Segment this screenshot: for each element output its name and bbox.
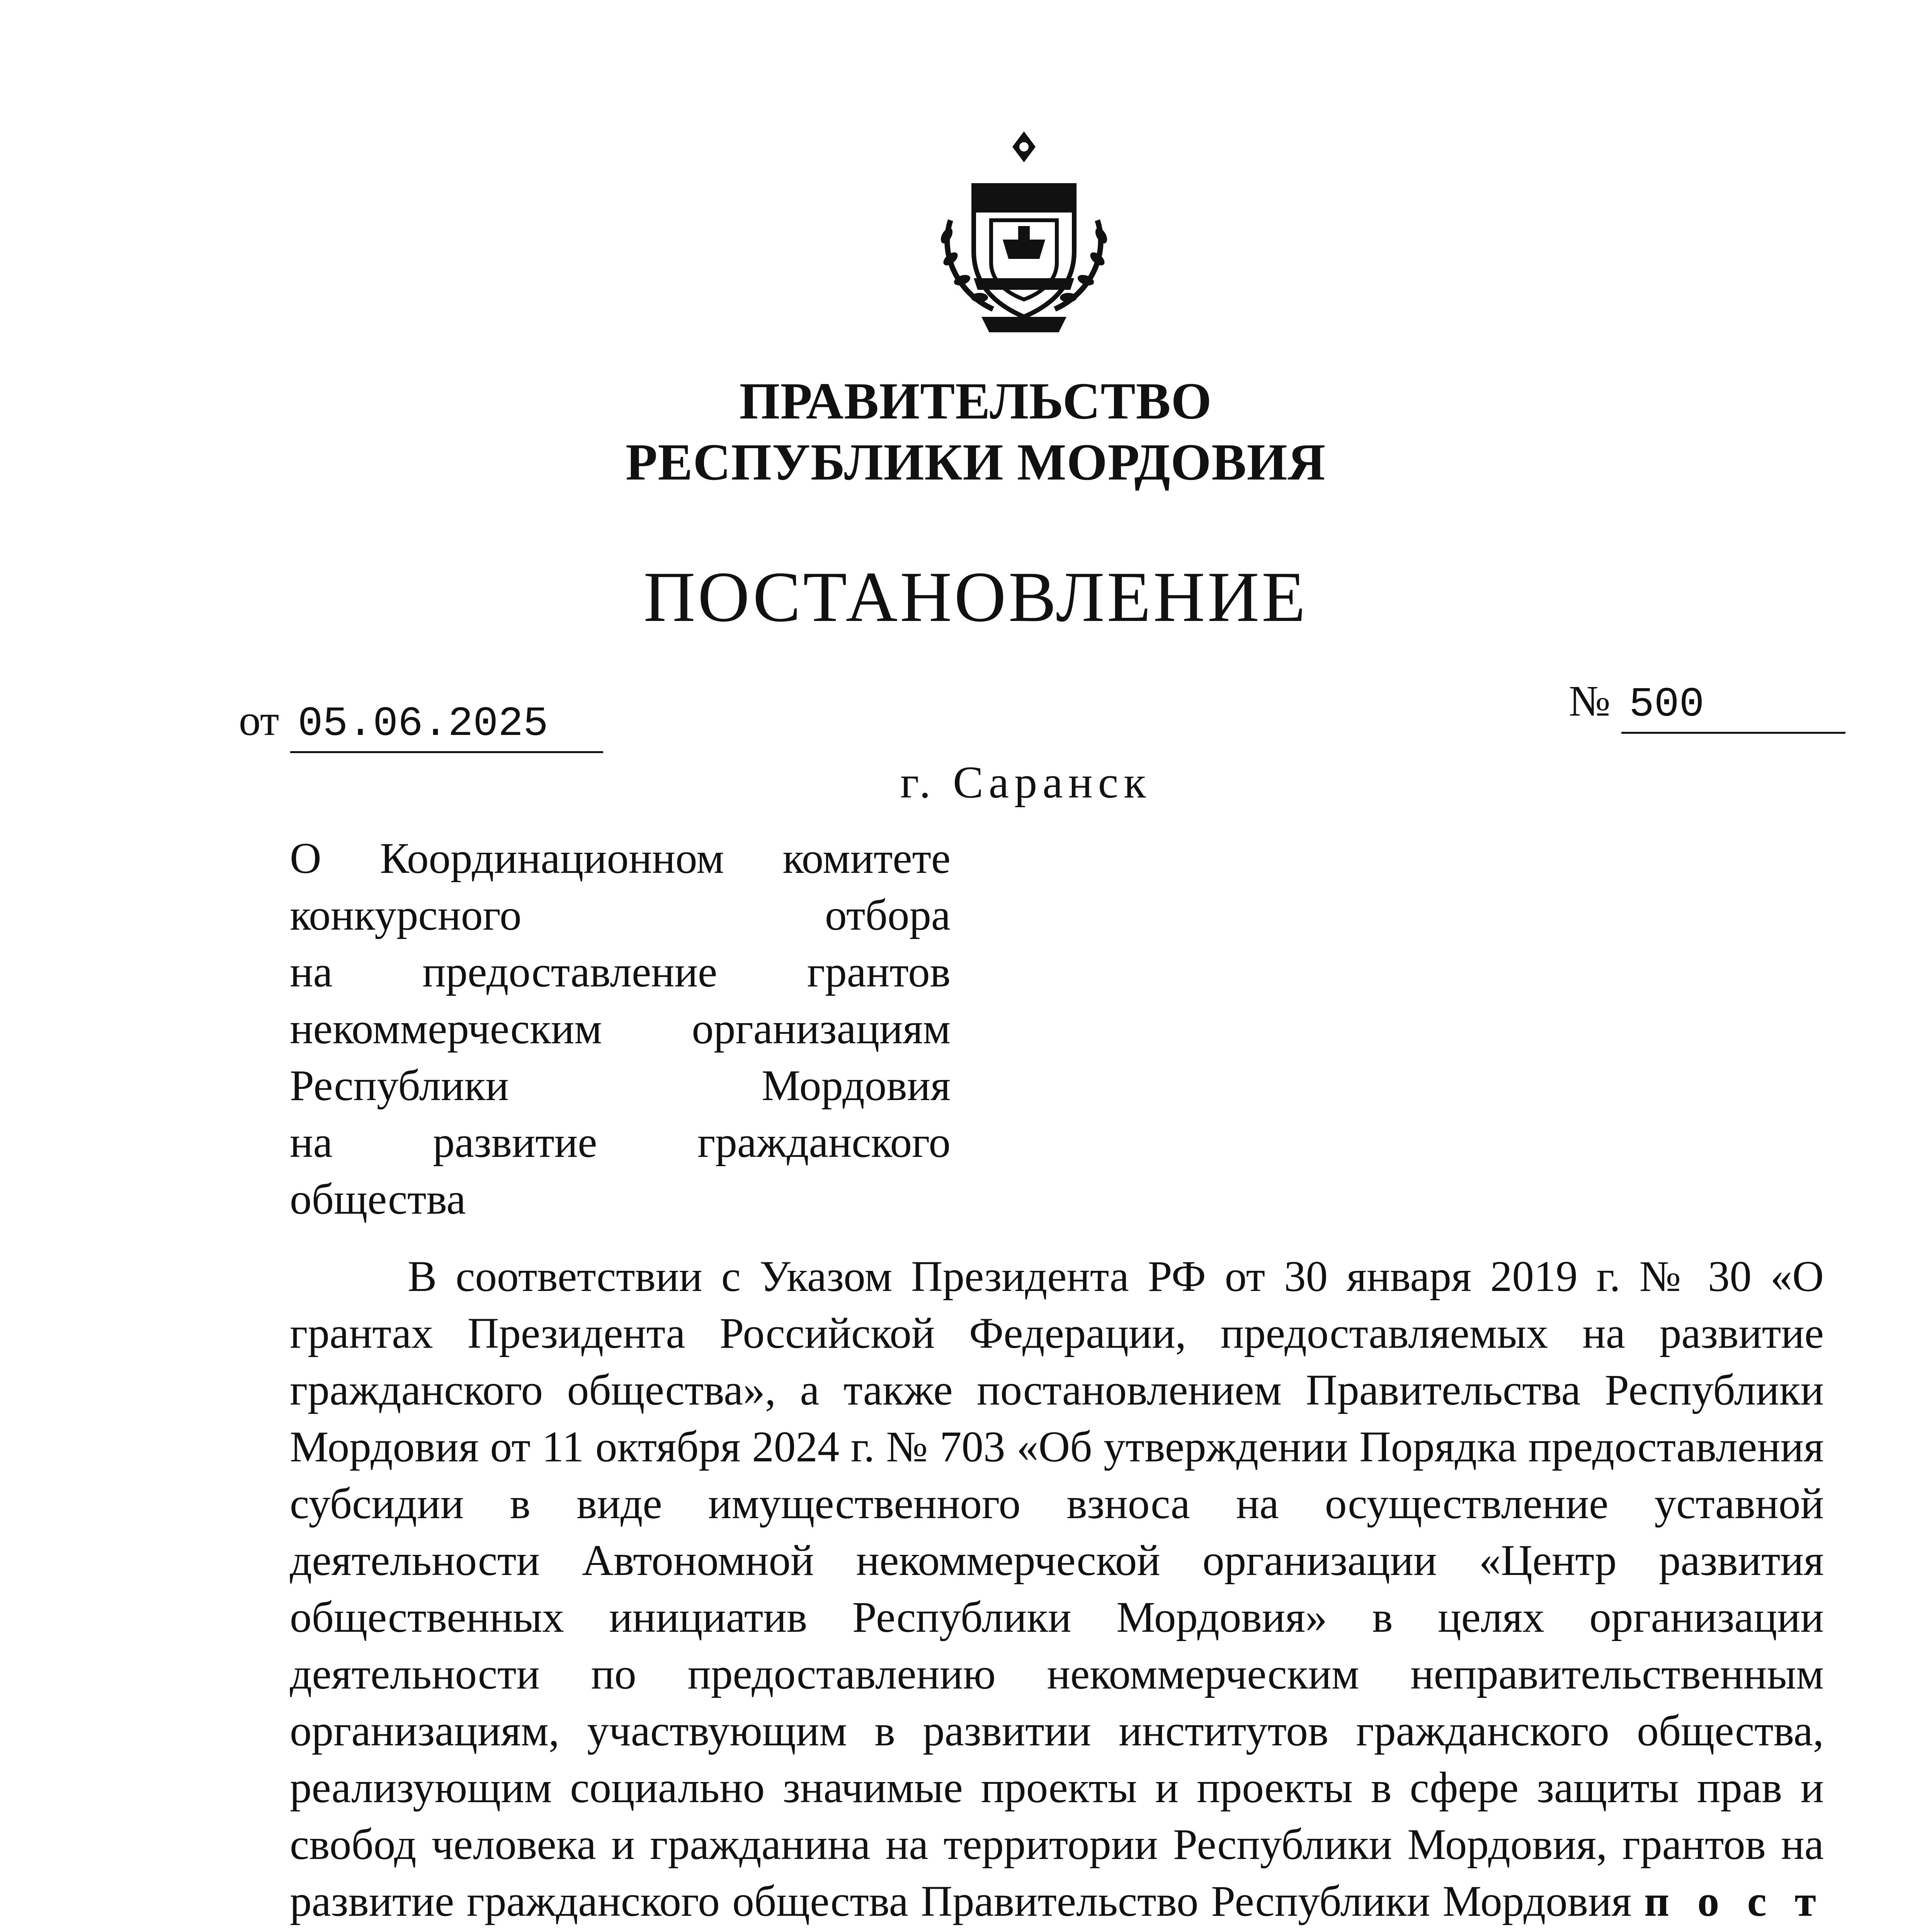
subject-line: Республики Мордовия bbox=[290, 1061, 951, 1110]
document-number: 500 bbox=[1621, 678, 1845, 734]
document-date: 05.06.2025 bbox=[290, 697, 603, 753]
subject-line: на развитие гражданского bbox=[290, 1118, 951, 1167]
org-name-line-2: РЕСПУБЛИКИ МОРДОВИЯ bbox=[625, 434, 1326, 491]
date-row bbox=[239, 694, 603, 753]
subject-line: общества bbox=[290, 1175, 466, 1223]
coat-of-arms-icon bbox=[923, 124, 1124, 340]
subject-line: конкурсного отбора bbox=[290, 891, 951, 939]
subject-line: О Координационном комитете bbox=[290, 834, 951, 883]
organization-name bbox=[0, 371, 1932, 493]
number-prefix: № bbox=[1569, 677, 1611, 725]
subject-line: некоммерческим организациям bbox=[290, 1005, 951, 1053]
resolves-word: п о с т bbox=[1644, 1877, 1824, 1925]
date-prefix: от bbox=[239, 696, 279, 745]
preamble-paragraph bbox=[290, 1248, 1824, 1932]
document-type: ПОСТАНОВЛЕНИЕ bbox=[643, 557, 1308, 637]
document-body bbox=[290, 1248, 1824, 1932]
subject-line: на предоставление грантов bbox=[290, 948, 951, 996]
city: г. Саранск bbox=[900, 757, 1151, 808]
preamble-text: В соответствии с Указом Президента РФ от 30 января 2019 г. № 30 «О грантах Президента Российской Федерации, предоставляемых на развитие гражданского общества», а также постановлением Правительства Республики Мордовия от 11 октября 2024 г. № 703 «Об утверждении Порядка предоставления субсидии в виде имущественного взноса на осуществление уставной деятельности Автономной некоммерческой организации «Центр развития общественных инициатив Республики Мордовия» в целях организации деятельности по предоставлению некоммерческим неправительственным организациям, участвующим в развитии институтов гражданского общества, реализующим социально значимые проекты и проекты в сфере защиты прав и свобод человека и гражданина на территории Республики Мордовия, грантов на развитие гражданского общества Правительство Республики Мордовия bbox=[290, 1252, 1824, 1925]
org-name-line-1: ПРАВИТЕЛЬСТВО bbox=[739, 372, 1212, 430]
document-subject bbox=[290, 830, 951, 1228]
number-row bbox=[1569, 674, 1845, 734]
